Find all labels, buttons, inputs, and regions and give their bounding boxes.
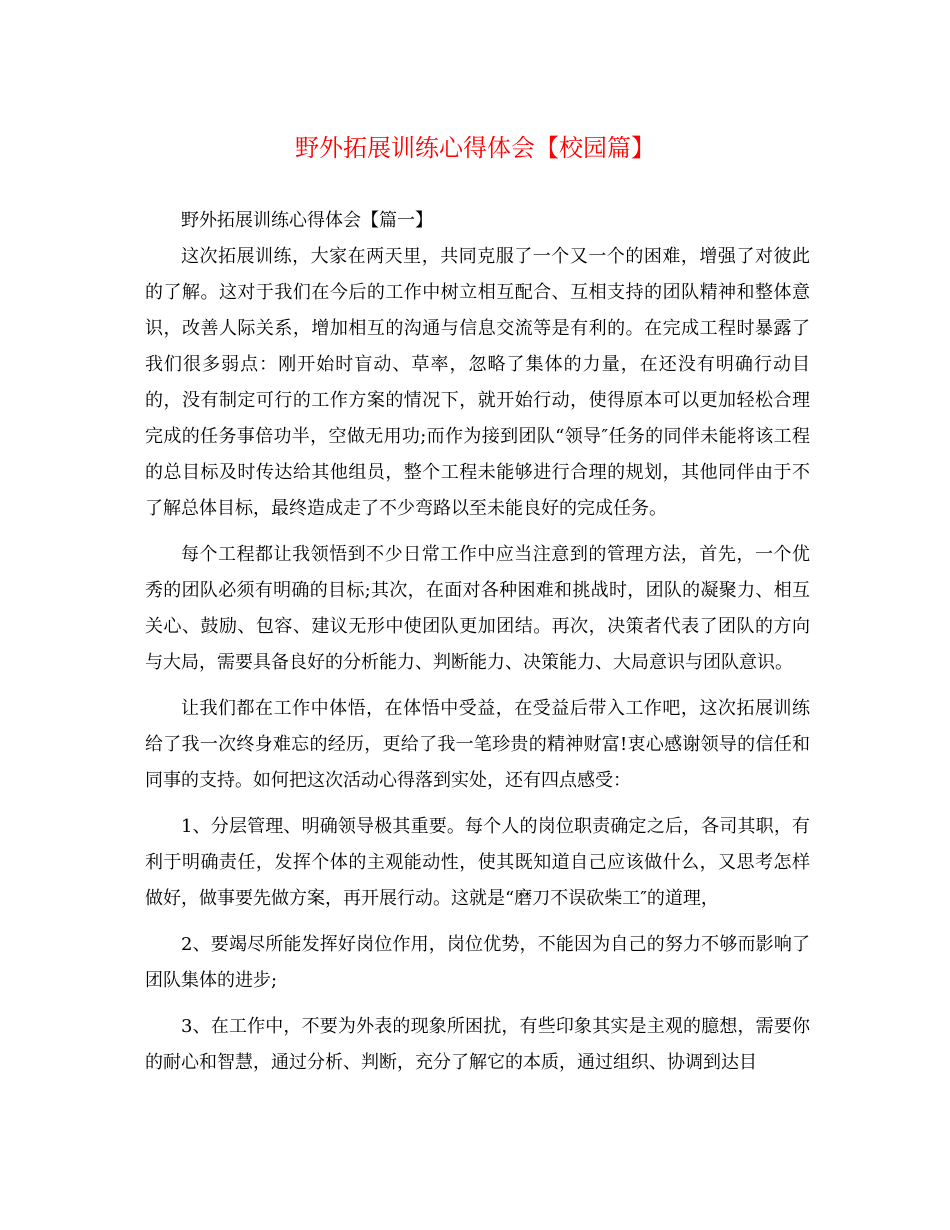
paragraph-3: 让我们都在工作中体悟，在体悟中受益，在受益后带入工作吧，这次拓展训练给了我一次终身难忘的经历，更给了我一笔珍贵的精神财富!衷心感谢领导的信任和同事的支持。如何把这次活动心得落到实处，还有四点感受：	[145, 698, 810, 791]
paragraph-6: 3、在工作中，不要为外表的现象所困扰，有些印象其实是主观的臆想，需要你的耐心和智慧，通过分析、判断，充分了解它的本质，通过组织、协调到达目	[145, 1016, 810, 1073]
document-body	[145, 203, 810, 1091]
paragraph-4: 1、分层管理、明确领导极其重要。每个人的岗位职责确定之后，各司其职，有利于明确责任，发挥个体的主观能动性，使其既知道自己应该做什么，又思考怎样做好，做事要先做方案，再开展行动。这就是“磨刀不误砍柴工″的道理，	[145, 816, 810, 909]
paragraph-1: 这次拓展训练，大家在两天里，共同克服了一个又一个的困难，增强了对彼此的了解。这对于我们在今后的工作中树立相互配合、互相支持的团队精神和整体意识，改善人际关系，增加相互的沟通与信息交流等是有利的。在完成工程时暴露了我们很多弱点：刚开始时盲动、草率，忽略了集体的力量，在还没有明确行动目的，没有制定可行的工作方案的情况下，就开始行动，使得原本可以更加轻松合理完成的任务事倍功半，空做无用功;而作为接到团队“领导″任务的同伴未能将该工程的总目标及时传达给其他组员，整个工程未能够进行合理的规划，其他同伴由于不了解总体目标，最终造成走了不少弯路以至未能良好的完成任务。	[145, 246, 810, 519]
document-title: 野外拓展训练心得体会【校园篇】	[295, 134, 655, 162]
paragraph-5: 2、要竭尽所能发挥好岗位作用，岗位优势，不能因为自己的努力不够而影响了团队集体的进步;	[145, 934, 810, 991]
paragraph-2: 每个工程都让我领悟到不少日常工作中应当注意到的管理方法，首先，一个优秀的团队必须有明确的目标;其次，在面对各种困难和挑战时，团队的凝聚力、相互关心、鼓励、包容、建议无形中使团队更加团结。再次，决策者代表了团队的方向与大局，需要具备良好的分析能力、判断能力、决策能力、大局意识与团队意识。	[145, 544, 810, 673]
section-subtitle: 野外拓展训练心得体会【篇一】	[181, 210, 433, 231]
